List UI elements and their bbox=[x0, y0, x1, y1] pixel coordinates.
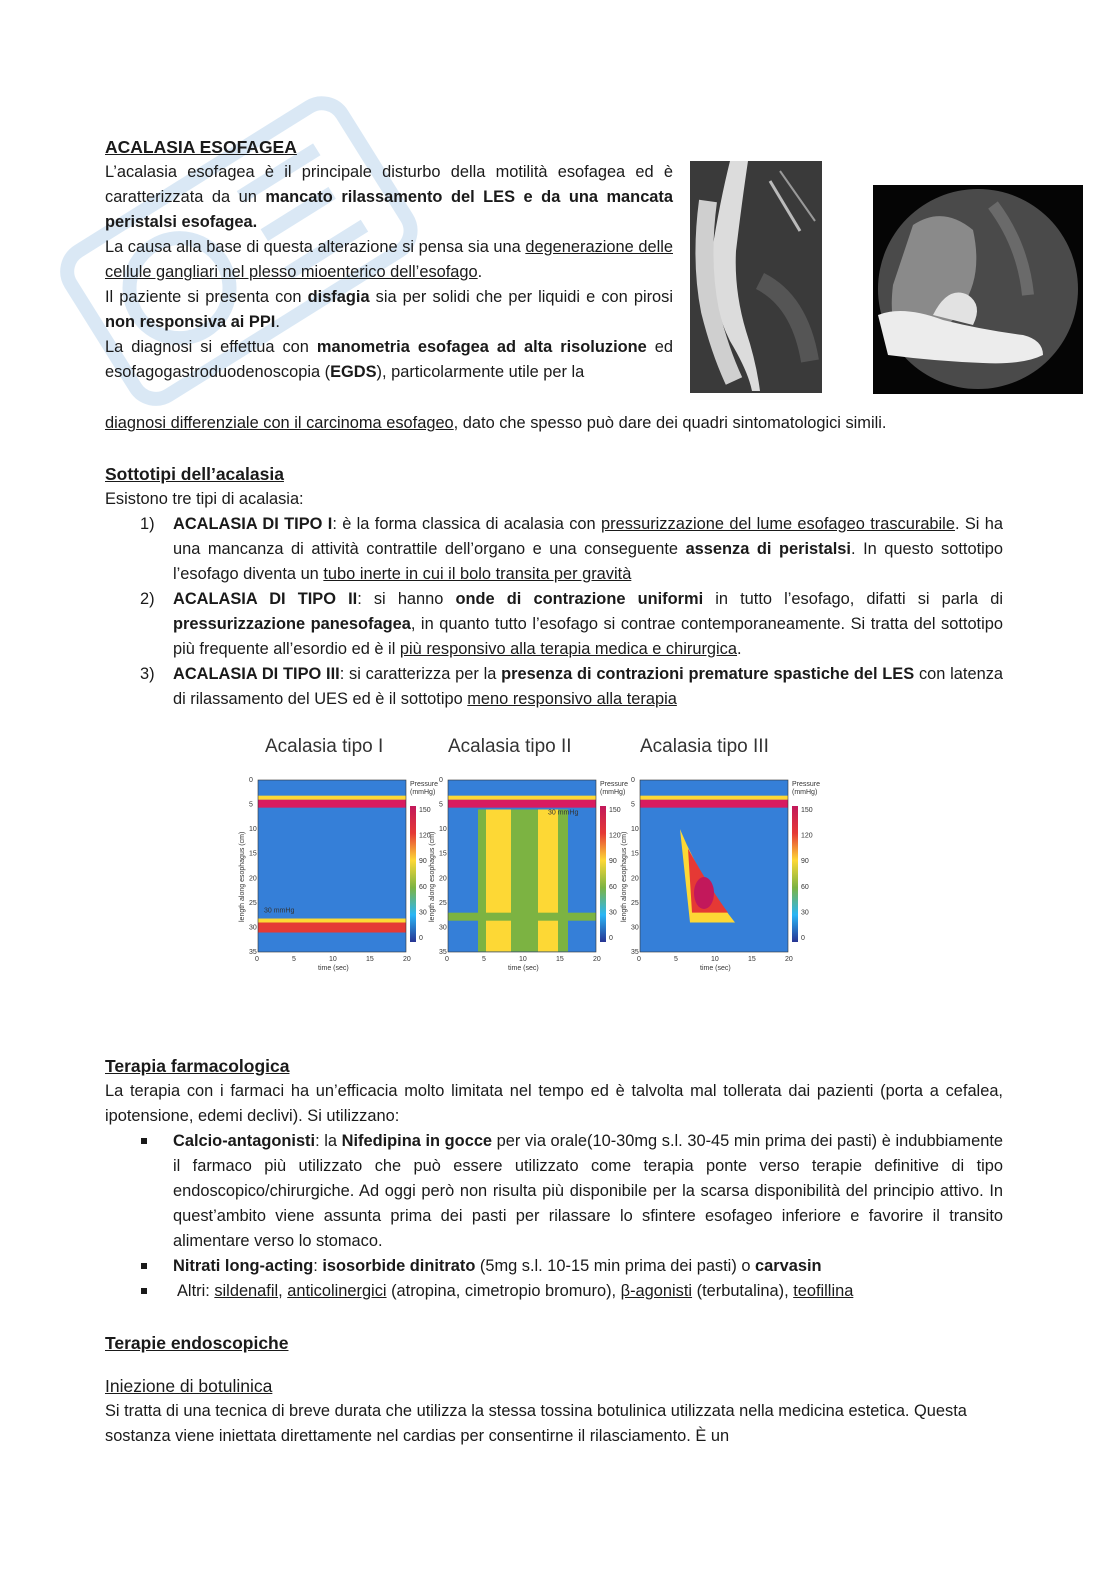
y-tick-label: 5 bbox=[631, 801, 635, 809]
x-tick-label: 5 bbox=[482, 956, 486, 963]
colorbar-title: Pressure bbox=[600, 781, 629, 788]
section-title-terapia-farmacologica: Terapia farmacologica bbox=[105, 1056, 290, 1076]
x-tick-label: 5 bbox=[292, 956, 296, 963]
y-tick-label: 15 bbox=[631, 850, 639, 858]
x-tick-label: 15 bbox=[556, 956, 564, 963]
esophagogram-xray-image bbox=[690, 161, 822, 393]
colorbar-tick-label: 60 bbox=[801, 883, 809, 891]
y-tick-label: 30 bbox=[249, 924, 257, 932]
y-axis-label: length along esophagus (cm) bbox=[429, 831, 436, 922]
acalasia-types-list bbox=[105, 512, 1003, 712]
drug-list bbox=[105, 1129, 1003, 1304]
colorbar-title: (mmHg) bbox=[410, 789, 436, 796]
colorbar-tick-label: 0 bbox=[609, 935, 613, 942]
x-tick-label: 15 bbox=[366, 956, 374, 963]
colorbar-tick-label: 0 bbox=[419, 935, 423, 942]
heatmap-spastic-peak bbox=[694, 877, 714, 909]
y-tick-label: 30 bbox=[439, 924, 447, 932]
panel-title: Acalasia tipo II bbox=[448, 736, 572, 757]
heatmap-ues-band bbox=[448, 800, 596, 808]
y-tick-label: 35 bbox=[439, 949, 447, 956]
list-item-type-2: 2) ACALASIA DI TIPO II: si hanno onde di contrazione uniformi in tutto l’esofago, difatti si parla di pressurizzazione panesofagea, in quanto tutto l’esofago si contrae contemporaneamente. Si tratta del sottotipo più frequente all’esordio ed è il più responsivo alla terapia medica e chirurgica. bbox=[140, 590, 1003, 658]
botulinica-paragraph: Si tratta di una tecnica di breve durata che utilizza la stessa tossina botulinica utilizzata nella medicina estetica. Questa sostanza viene iniettata direttamente nel cardias per consentirne il rilasciamento. È un bbox=[105, 1402, 967, 1445]
y-tick-label: 25 bbox=[631, 899, 639, 907]
colorbar-tick-label: 30 bbox=[419, 909, 427, 917]
y-tick-label: 0 bbox=[249, 777, 253, 784]
list-item-altri: Altri: sildenafil, anticolinergici (atropina, cimetropio bromuro), β-agonisti (terbutalina), teofillina bbox=[105, 1279, 1003, 1304]
y-tick-label: 15 bbox=[439, 850, 447, 858]
colorbar bbox=[600, 806, 606, 942]
y-tick-label: 10 bbox=[631, 826, 639, 834]
annotation-30mmhg: 30 mmHg bbox=[264, 907, 295, 915]
x-tick-label: 0 bbox=[445, 956, 449, 963]
y-tick-label: 20 bbox=[439, 875, 447, 883]
annotation-30mmhg: 30 mmHg bbox=[548, 809, 579, 817]
colorbar-tick-label: 30 bbox=[801, 909, 809, 917]
x-tick-label: 15 bbox=[748, 956, 756, 963]
heatmap-les-edge bbox=[258, 919, 406, 923]
list-item-nitrati: Nitrati long-acting: isosorbide dinitrato (5mg s.l. 10-15 min prima dei pasti) o carvasin bbox=[105, 1254, 1003, 1279]
section-title-acalasia: ACALASIA ESOFAGEA bbox=[105, 137, 297, 157]
heatmap-ues-edge bbox=[258, 796, 406, 800]
y-tick-label: 5 bbox=[439, 801, 443, 809]
heatmap-les-band bbox=[448, 913, 596, 921]
y-tick-label: 20 bbox=[631, 875, 639, 883]
barium-swallow-xray-image bbox=[873, 185, 1083, 394]
heatmap-ues-edge bbox=[448, 796, 596, 800]
x-tick-label: 5 bbox=[674, 956, 678, 963]
x-tick-label: 10 bbox=[519, 956, 527, 963]
terapia-intro: La terapia con i farmaci ha un’efficacia molto limitata nel tempo ed è talvolta mal tollerata dai pazienti (porta a cefalea, ipotensione, edemi declivi). Si utilizzano: bbox=[105, 1082, 1003, 1125]
panel-title: Acalasia tipo III bbox=[640, 736, 769, 757]
bullet-icon bbox=[141, 1288, 147, 1294]
manometry-panel bbox=[429, 736, 628, 972]
x-tick-label: 10 bbox=[329, 956, 337, 963]
x-axis-label: time (sec) bbox=[318, 965, 349, 972]
y-tick-label: 35 bbox=[631, 949, 639, 956]
y-tick-label: 10 bbox=[439, 826, 447, 834]
y-tick-label: 5 bbox=[249, 801, 253, 809]
y-axis-label: length along esophagus (cm) bbox=[239, 831, 246, 922]
colorbar-tick-label: 60 bbox=[419, 883, 427, 891]
colorbar bbox=[410, 806, 416, 942]
colorbar-tick-label: 150 bbox=[609, 807, 621, 814]
subsection-title-botulinica: Iniezione di botulinica bbox=[105, 1376, 273, 1396]
y-tick-label: 35 bbox=[249, 949, 257, 956]
colorbar-title: Pressure bbox=[410, 781, 439, 788]
list-item-type-3: 3) ACALASIA DI TIPO III: si caratterizza per la presenza di contrazioni premature spastiche del LES con latenza di rilassamento del UES ed è il sottotipo meno responsivo alla terapia bbox=[140, 665, 1004, 708]
heatmap-ues-band bbox=[258, 800, 406, 808]
colorbar-tick-label: 150 bbox=[801, 807, 813, 814]
colorbar-tick-label: 120 bbox=[609, 832, 621, 840]
colorbar-tick-label: 90 bbox=[419, 858, 427, 866]
sottotipi-intro: Esistono tre tipi di acalasia: bbox=[105, 490, 304, 508]
heatmap-pressurization-core bbox=[538, 809, 558, 951]
y-tick-label: 0 bbox=[631, 777, 635, 784]
x-tick-label: 10 bbox=[711, 956, 719, 963]
y-tick-label: 10 bbox=[249, 826, 257, 834]
colorbar-title: (mmHg) bbox=[600, 789, 626, 796]
colorbar-tick-label: 120 bbox=[419, 832, 431, 840]
x-tick-label: 20 bbox=[785, 956, 793, 963]
colorbar-title: (mmHg) bbox=[792, 789, 818, 796]
y-axis-label: length along esophagus (cm) bbox=[621, 831, 628, 922]
x-axis-label: time (sec) bbox=[508, 965, 539, 972]
colorbar-tick-label: 90 bbox=[609, 858, 617, 866]
x-tick-label: 20 bbox=[403, 956, 411, 963]
colorbar-tick-label: 60 bbox=[609, 883, 617, 891]
list-item-calcio-antagonisti: Calcio-antagonisti: la Nifedipina in gocce per via orale(10-30mg s.l. 30-45 min prima dei pasti) è indubbiamente il farmaco più utilizzato che può essere utilizzato come terapia ponte verso terapie definitive di tipo endoscopico/chirurgiche. Ad oggi però non risulta più disponibile per la scarsa disponibilità del principio attivo. In quest’ambito viene assunta prima dei pasti per rilassare lo sfintere esofageo inferiore e favorire il transito alimentare verso lo stomaco. bbox=[105, 1129, 1003, 1254]
y-tick-label: 0 bbox=[439, 777, 443, 784]
manometry-panel bbox=[621, 736, 820, 972]
heatmap-ues-edge bbox=[640, 796, 788, 800]
y-tick-label: 30 bbox=[631, 924, 639, 932]
panel-title: Acalasia tipo I bbox=[265, 736, 384, 757]
colorbar-tick-label: 30 bbox=[609, 909, 617, 917]
x-tick-label: 0 bbox=[637, 956, 641, 963]
colorbar-tick-label: 90 bbox=[801, 858, 809, 866]
section-title-sottotipi: Sottotipi dell’acalasia bbox=[105, 464, 284, 484]
y-tick-label: 15 bbox=[249, 850, 257, 858]
y-tick-label: 25 bbox=[439, 899, 447, 907]
y-tick-label: 25 bbox=[249, 899, 257, 907]
diagnosis-line: diagnosi differenziale con il carcinoma esofageo, dato che spesso può dare dei quadri sintomatologici simili. bbox=[105, 414, 887, 432]
colorbar-title: Pressure bbox=[792, 781, 821, 788]
section-title-terapie-endoscopiche: Terapie endoscopiche bbox=[105, 1333, 289, 1353]
heatmap-pressurization-core bbox=[486, 809, 511, 951]
heatmap-ues-band bbox=[640, 800, 788, 808]
colorbar-tick-label: 150 bbox=[419, 807, 431, 814]
bullet-icon bbox=[141, 1138, 147, 1144]
manometry-chart bbox=[230, 728, 830, 978]
x-tick-label: 20 bbox=[593, 956, 601, 963]
x-axis-label: time (sec) bbox=[700, 965, 731, 972]
intro-paragraph: L’acalasia esofagea è il principale disturbo della motilità esofagea ed è caratterizzata da un mancato rilassamento del LES e da una mancata peristalsi esofagea. La causa alla base di questa alterazione si pensa sia una degenerazione delle cellule gangliari nel plesso mioenterico dell’esofago. Il paziente si presenta con disfagia sia per solidi che per liquidi e con pirosi non responsiva ai PPI. La diagnosi si effettua con manometria esofagea ad alta risoluzione ed esofagogastroduodenoscopia (EGDS), particolarmente utile per la bbox=[105, 163, 674, 381]
manometry-panel bbox=[239, 736, 438, 972]
colorbar bbox=[792, 806, 798, 942]
x-tick-label: 0 bbox=[255, 956, 259, 963]
colorbar-tick-label: 0 bbox=[801, 935, 805, 942]
y-tick-label: 20 bbox=[249, 875, 257, 883]
bullet-icon bbox=[141, 1263, 147, 1269]
list-item-type-1: 1) ACALASIA DI TIPO I: è la forma classica di acalasia con pressurizzazione del lume esofageo trascurabile. Si ha una mancanza di attività contrattile dell’organo e una conseguente assenza di peristalsi. In questo sottotipo l’esofago diventa un tubo inerte in cui il bolo transita per gravità bbox=[140, 515, 1004, 583]
colorbar-tick-label: 120 bbox=[801, 832, 813, 840]
heatmap-les-band bbox=[258, 923, 406, 933]
